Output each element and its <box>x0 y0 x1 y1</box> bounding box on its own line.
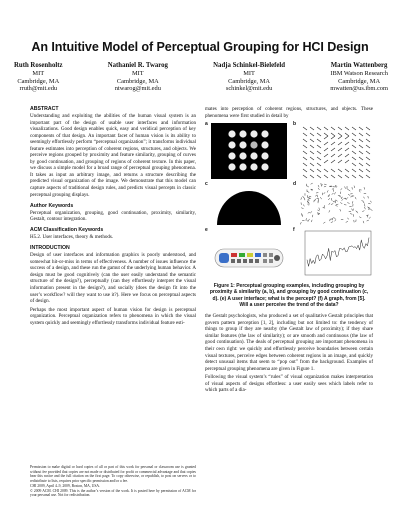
panel-e-remote-ui <box>211 229 287 281</box>
dot-grid-graphic <box>211 123 287 179</box>
author-3 <box>213 62 285 93</box>
right-paragraph-1: the Gestalt psychologists, who produced a set of qualitative Gestalt principles that govern pattern perception [1, 2], including but not limited to: the tendency of things to group if they are nearby (the Gestalt law of proximity); if they share similar features (the law of similarity); or are smooth and continuous (the law of good continuation). The deals of perceptual grouping are important phenomena in their own right: we quickly and effortlessly perceive boundaries between certain visual textures, perceive edges between coherent regions in an image, and quickly detect unusual items that seem to “pop out” from the background. Examples of perceptual grouping phenomena are given in Figure 1. <box>205 313 373 372</box>
panel-label-e: e <box>205 227 208 234</box>
author-4 <box>330 62 388 93</box>
author-email: schinkel@mit.edu <box>225 85 273 93</box>
contour-integration-graphic <box>299 181 373 225</box>
author-location: Cambridge, MA <box>116 77 159 85</box>
keywords-heading: Author Keywords <box>30 202 74 209</box>
panel-f-graph <box>299 229 373 281</box>
panel-label-c: c <box>205 181 208 188</box>
left-column <box>30 106 196 328</box>
author-location: Cambridge, MA <box>338 77 381 85</box>
acm-text: H5.2. User interfaces, theory & methods. <box>30 234 114 241</box>
abstract-text: Understanding and exploiting the abilities of the human visual system is an important part of the design of usable user interfaces and information visualizations. Good design enables quick, easy and veridical perception of key components of that design. An important facet of human vision is its ability to seemingly effortlessly perform “perceptual organization”; it transforms individual feature estimates into perception of coherent regions, structures, and objects. We perceive regions grouped by proximity and feature similarity, grouping of curves by good continuation, and grouping of regions of coherent texture. In this paper, we discuss a simple model for a broad range of perceptual grouping phenomena. It takes as input an arbitrary image, and returns a structure describing the predicted visual organization of the image. We demonstrate that this model can capture aspects of traditional design rules, and predicts visual percepts in classic perceptual grouping displays. <box>30 113 196 198</box>
intro-paragraph-2: Perhaps the most important aspect of human vision for design is perceptual organization. Perceptual organization refers to phenomena in which the visual system quickly and seemingly effortlessly transforms individual feature esti- <box>30 306 196 326</box>
line-texture-graphic <box>299 123 373 179</box>
author-name: Ruth Rosenholtz <box>14 62 63 69</box>
keywords-text: Perceptual organization, grouping, good continuation, proximity, similarity, Gestalt, contour integration. <box>30 209 196 223</box>
paper-title: An Intuitive Model of Perceptual Grouping for HCI Design <box>31 40 369 54</box>
author-name: Nathaniel R. Twarog <box>107 62 168 69</box>
abstract-heading: ABSTRACT <box>30 106 59 112</box>
circle-contour-graphic <box>211 181 287 225</box>
right-top-text: mates into perception of coherent regions, structures, and objects. These phenomena were first studied in detail by <box>205 106 373 119</box>
author-name: Nadja Schinkel-Bielefeld <box>213 62 286 69</box>
panel-label-d: d <box>293 181 297 188</box>
panel-label-b: b <box>293 121 297 128</box>
author-block <box>14 62 388 93</box>
author-affiliation: MIT <box>131 69 144 77</box>
author-location: Cambridge, MA <box>228 77 271 85</box>
copyright-line: © 2009 ACM. CHI 2009. This is the author’s version of the work. It is posted here by permission of ACM for your personal use. Not for redistribution. <box>30 488 196 498</box>
author-affiliation: IBM Watson Research <box>330 69 388 77</box>
right-paragraph-2: Following the visual system’s “rules” of visual organization makes interpretation of visual aspects of designs effortless: a user easily sees which labels refer to which parts of a dia- <box>205 374 373 394</box>
acm-heading: ACM Classification Keywords <box>30 227 104 234</box>
panel-label-f: f <box>293 227 295 234</box>
permission-text: Permission to make digital or hard copies of all or part of this work for personal or classroom use is granted without fee provided that copies are not made or distributed for profit or commercial advantage and that copies bear this notice and the full citation on the first page. To copy otherwise, or republish, to post on servers or to redistribute to lists, requires prior specific permission and/or a fee. <box>30 465 196 484</box>
graph-graphic <box>299 229 373 281</box>
figure-1 <box>205 121 373 281</box>
author-email: rruth@mit.edu <box>19 85 58 93</box>
permission-notice <box>30 465 196 498</box>
figure-caption: Figure 1: Perceptual grouping examples, including grouping by proximity & similarity (a, b), and grouping by good continuation (c, d). (e) A user interface; what is the percept? (f) A graph, from [5]. Will a user perceive the trend of the data? <box>209 283 369 308</box>
author-affiliation: MIT <box>32 69 45 77</box>
conference-line: CHI 2009, April 4–9, 2009, Boston, MA, USA. <box>30 483 100 488</box>
author-name: Martin Wattenberg <box>330 62 388 69</box>
author-affiliation: MIT <box>243 69 255 77</box>
panel-d-contour <box>299 181 373 225</box>
author-2 <box>108 62 168 93</box>
panel-a-dot-grid <box>211 123 287 179</box>
intro-paragraph-1: Design of user interfaces and information graphics is poorly understood, and somewhat hit-or-miss in terms of effectiveness. A number of issues influence the success of a design, and these run the gamut of the underlying human behavior. A design must be good cognitively (can the user easily understand the semantic structure of the design?), perceptually (can they effortlessly interpret the visual information present in the design?), and socially (does the design fit into the user’s workflow? will they want to use it?). Here we focus on perceptual aspects of design. <box>30 252 196 305</box>
panel-label-a: a <box>205 121 208 128</box>
author-email: ntwarog@mit.edu <box>114 85 161 93</box>
panel-c-circle <box>211 181 287 225</box>
right-column <box>205 106 373 396</box>
intro-heading: INTRODUCTION <box>30 245 70 252</box>
panel-b-line-texture <box>299 123 373 179</box>
author-email: mwatten@us.ibm.com <box>330 85 388 93</box>
author-1 <box>14 62 63 93</box>
author-location: Cambridge, MA <box>17 77 60 85</box>
remote-control-graphic <box>211 229 287 281</box>
